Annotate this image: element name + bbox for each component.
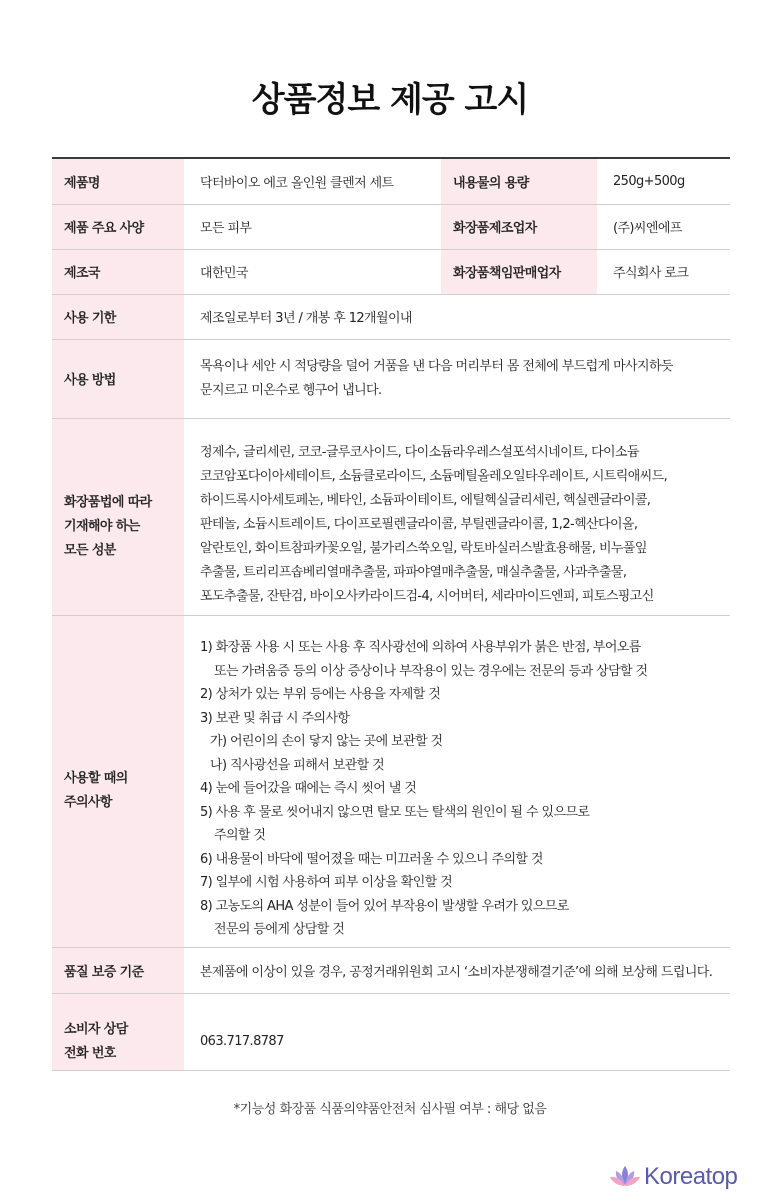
ingredients-line: 판테놀, 소듐시트레이트, 다이프로필렌글라이콜, 부틸렌글라이콜, 1,2-헥산다이올, [200,516,638,532]
table-row [52,418,730,615]
product-name-label: 제품명 [52,158,184,204]
consult-phone: 063.717.8787 [184,993,730,1070]
ingredients-label-line: 모든 성분 [64,542,116,558]
manufacturer-value: (주)씨엔에프 [597,204,730,249]
quality-value: 본제품에 이상이 있을 경우, 공정거래위원회 고시 ‘소비자분쟁해결기준’에 의해 보상해 드립니다. [184,947,730,993]
caution-line: 나) 직사광선을 피해서 보관할 것 [210,757,385,773]
table-row [52,294,730,339]
caution-line: 8) 고농도의 AHA 성분이 들어 있어 부작용이 발생할 우려가 있으므로 [200,898,569,914]
product-info-table [52,157,730,1071]
table-row [52,615,730,947]
expiry-value: 제조일로부터 3년 / 개봉 후 12개월이내 [184,294,730,339]
ingredients-line: 하이드록시아세토페논, 베타인, 소듐파이테이트, 에틸헥실글리세린, 헥실렌글라이콜, [200,492,651,508]
page-title: 상품정보 제공 고시 [251,80,529,120]
seller-value: 주식회사 로크 [597,249,730,294]
caution-line: 1) 화장품 사용 시 또는 사용 후 직사광선에 의하여 사용부위가 붉은 반점, 부어오름 [200,640,641,656]
lotus-icon [608,1163,642,1191]
volume-value: 250g+500g [597,158,730,204]
ingredients-line: 정제수, 글리세린, 코코-글루코사이드, 다이소듐라우레스설포석시네이트, 다이소듐 [200,444,639,460]
spec-value: 모든 피부 [184,204,441,249]
cautions-label-line: 사용할 때의 [64,771,128,786]
consult-label-line: 전화 번호 [64,1045,116,1061]
usage-line: 목욕이나 세안 시 적당량을 덜어 거품을 낸 다음 머리부터 몸 전체에 부드럽게 마사지하듯 [200,358,673,374]
cautions-value [184,615,730,947]
usage-label: 사용 방법 [52,339,184,418]
table-row [52,947,730,993]
table-row [52,204,730,249]
caution-line: 7) 일부에 시험 사용하여 피부 이상을 확인할 것 [200,875,453,891]
ingredients-line: 포도추출물, 잔탄검, 바이오사카라이드검-4, 시어버터, 세라마이드엔피, 피토스핑고신 [200,588,654,604]
caution-line: 주의할 것 [214,828,266,844]
expiry-label: 사용 기한 [52,294,184,339]
spec-label: 제품 주요 사양 [52,204,184,249]
caution-line: 2) 상처가 있는 부위 등에는 사용을 자제할 것 [200,687,441,703]
caution-line: 전문의 등에게 상담할 것 [214,922,345,938]
product-name-value: 닥터바이오 에코 올인원 클렌저 세트 [184,158,441,204]
table-row [52,158,730,204]
ingredients-line: 추출물, 트리리프솝베리열매추출물, 파파야열매추출물, 매실추출물, 사과추출물, [200,564,627,580]
ingredients-line: 알란토인, 화이트참파카꽃오일, 불가리스쑥오일, 락토바실러스발효용해물, 비누풀잎 [200,540,647,556]
quality-label: 품질 보증 기준 [52,947,184,993]
ingredients-value [184,418,730,615]
brand-name: Koreatop [644,1163,738,1190]
cautions-label [52,615,184,947]
usage-value [184,339,730,418]
seller-label: 화장품책임판매업자 [441,249,597,294]
ingredients-line: 코코암포다이아세테이트, 소듐클로라이드, 소듐메틸올레오일타우레이트, 시트릭애씨드, [200,468,668,484]
caution-line: 4) 눈에 들어갔을 때에는 즉시 씻어 낼 것 [200,781,417,797]
manufacturer-label: 화장품제조업자 [441,204,597,249]
caution-line: 6) 내용물이 바닥에 떨어졌을 때는 미끄러울 수 있으니 주의할 것 [200,851,543,867]
table-row [52,339,730,418]
ingredients-label [52,418,184,615]
ingredients-label-line: 기재해야 하는 [64,518,140,534]
table-row [52,249,730,294]
consult-label [52,993,184,1070]
origin-value: 대한민국 [184,249,441,294]
cautions-label-line: 주의사항 [64,795,112,810]
footnote: *기능성 화장품 식품의약품안전처 심사필 여부 : 해당 없음 [233,1102,547,1117]
caution-line: 가) 어린이의 손이 닿지 않는 곳에 보관할 것 [210,734,443,750]
consult-label-line: 소비자 상담 [64,1021,128,1037]
ingredients-label-line: 화장품법에 따라 [64,494,152,510]
caution-line: 3) 보관 및 취급 시 주의사항 [200,710,350,726]
volume-label: 내용물의 용량 [441,158,597,204]
caution-line: 5) 사용 후 물로 씻어내지 않으면 탈모 또는 탈색의 원인이 될 수 있으므로 [200,804,590,820]
caution-line: 또는 가려움증 등의 이상 증상이나 부작용이 있는 경우에는 전문의 등과 상담할 것 [214,663,648,679]
usage-line: 문지르고 미온수로 헹구어 냅니다. [200,382,382,398]
table-row [52,993,730,1070]
origin-label: 제조국 [52,249,184,294]
brand-logo [608,1162,737,1192]
